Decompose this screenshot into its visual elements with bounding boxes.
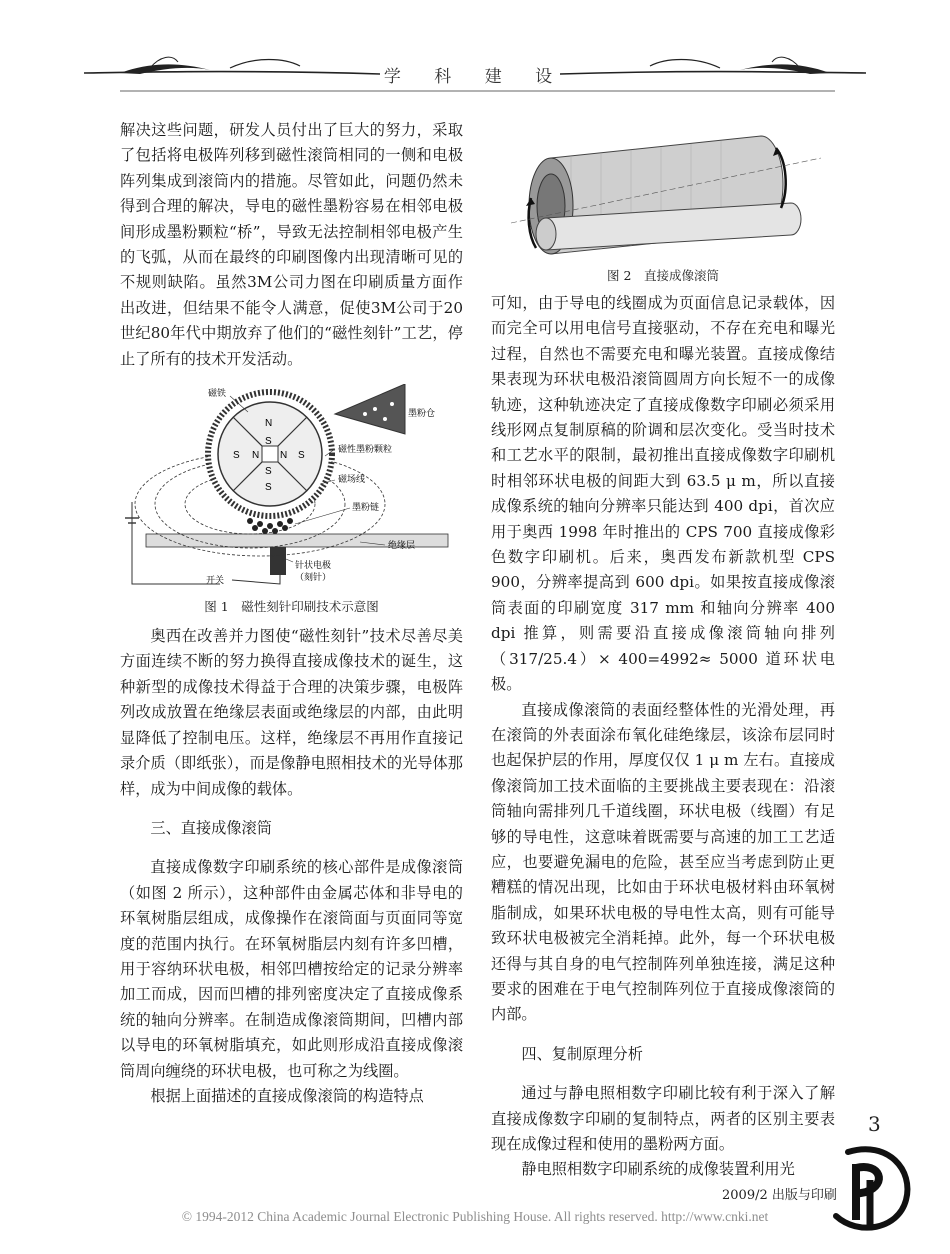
paragraph: 奥西在改善并力图使“磁性刻针”技术尽善尽美方面连续不断的努力换得直接成像技术的诞生，这种新型的成像技术得益于合理的决策步骤，电极阵列改成放置在绝缘层表面或绝缘层的内部，由此明显降低了控制电压。这样，绝缘层不再用作直接记录介质（即纸张），而是像静电照相技术的光导体那样，成为中间成像的载体。 <box>120 627 463 798</box>
pole-label: S <box>265 482 272 494</box>
paragraph: 可知，由于导电的线圈成为页面信息记录载体，因而完全可以用电信号直接驱动，不存在充电和曝光过程，自然也不需要充电和曝光装置。直接成像结果表现为环状电极沿滚筒圆周方向长短不一的成像轨迹，这种轨迹决定了直接成像数字印刷必须采用线形网点复制原稿的阶调和层次变化。受当时技术和工艺水平的限制，最初推出直接成像数字印刷机时相邻环状电极的间距大到 63.5 μ m，所以直接成像系统的轴向分辨率只能达到 400 dpi，首次应用于奥西 1998 年时推出的 CPS 700 直接成像彩色数字印刷机。后来，奥西发布新款机型 CPS 900，分辨率提高到 600 dpi。如果按直接成像滚筒表面的印刷宽度 317 mm 和轴向分辨率 400 dpi 推算，则需要沿直接成像滚筒轴向排列（317/25.4）× 400=4992≈ 5000 道环状电极。 <box>491 294 835 694</box>
section-title: 学 科 建 设 <box>383 67 567 87</box>
figure-2 <box>491 128 835 288</box>
pole-label: S <box>298 450 305 462</box>
pole-label: N <box>252 450 260 462</box>
right-column <box>491 291 835 1183</box>
magnetic-stylus-diagram <box>120 384 463 590</box>
label-toner-particles: 磁性墨粉颗粒 <box>338 445 393 456</box>
figure-2-caption: 图 2 直接成像滚筒 <box>607 268 719 283</box>
label-field-lines: 磁场线 <box>338 475 366 486</box>
header-ornament <box>0 0 950 110</box>
paragraph: 解决这些问题，研发人员付出了巨大的努力，采取了包括将电极阵列移到磁性滚筒相同的一侧和电极阵列集成到滚筒内的措施。尽管如此，问题仍然未得到合理的解决，导电的磁性墨粉容易在相邻电极间形成墨粉颗粒“桥”，导致无法控制相邻电极产生的飞弧，从而在最终的印刷图像内出现清晰可见的不规则缺陷。虽然3M公司力图在印刷质量方面作出改进，但结果不能令人满意，促使3M公司于20世纪80年代中期放弃了他们的“磁性刻针”工艺，停止了所有的技术开发活动。 <box>120 121 463 368</box>
label-switch: 开关 <box>206 576 225 587</box>
section-heading: 三、直接成像滚筒 <box>150 818 272 837</box>
section-heading: 四、复制原理分析 <box>521 1044 643 1063</box>
left-column <box>120 118 463 1109</box>
issue-info: 2009/2 出版与印刷 <box>722 1188 837 1203</box>
label-magnet: 磁铁 <box>208 389 227 400</box>
label-needle-sub: （刻针） <box>295 573 332 584</box>
imaging-drum-illustration <box>491 128 835 268</box>
pole-label: S <box>265 436 272 448</box>
page-header <box>0 0 950 110</box>
label-toner-bin: 墨粉仓 <box>408 409 436 420</box>
pole-label: S <box>233 450 240 462</box>
paragraph: 直接成像滚筒的表面经整体性的光滑处理，再在滚筒的外表面涂布氧化硅绝缘层，该涂布层同时也起保护层的作用，厚度仅仅 1 μ m 左右。直接成像滚筒加工技术面临的主要挑战主要表现在：沿滚筒轴向需排列几千道线圈，环状电极（线圈）有足够的导电性，这意味着既需要与高速的加工工艺适应，也要避免漏电的危险，甚至应当考虑到防止更糟糕的情况出现，比如由于环状电极材料由环氧树脂制成，如果环状电极的导电性太高，则有可能导致环状电极被完全消耗掉。此外，每一个环状电极还得与其自身的电气控制阵列单独连接，满足这种要求的困难在于电气控制阵列位于直接成像滚筒的内部。 <box>491 700 835 1024</box>
figure-1-caption: 图 1 磁性刻针印刷技术示意图 <box>204 599 379 615</box>
pole-label: N <box>265 418 273 430</box>
paragraph: 静电照相数字印刷系统的成像装置利用光 <box>521 1160 795 1179</box>
label-needle-electrode: 针状电极 <box>295 561 332 572</box>
figure-1 <box>120 384 463 616</box>
page-number: 3 <box>868 1112 881 1136</box>
paragraph: 直接成像数字印刷系统的核心部件是成像滚筒（如图 2 所示），这种部件由金属芯体和非导电的环氧树脂层组成，成像操作在滚筒面与页面同等宽度的范围内执行。在环氧树脂层内刻有许多凹槽，用于容纳环状电极，相邻凹槽按给定的记录分辨率加工而成，因而凹槽的排列密度决定了直接成像系统的轴向分辨率。在制造成像滚筒期间，凹槽内部以导电的环氧树脂填充，如此则形成沿直接成像滚筒周向缠绕的环状电极，也可称之为线圈。 <box>120 858 463 1080</box>
label-toner-chain: 墨粉链 <box>352 503 380 514</box>
label-insulation: 绝缘层 <box>388 541 416 552</box>
pole-label: N <box>280 450 288 462</box>
copyright-notice: © 1994-2012 China Academic Journal Electronic Publishing House. All rights reserved. http://www.cnki.net <box>181 1209 769 1224</box>
paragraph: 通过与静电照相数字印刷比较有利于深入了解直接成像数字印刷的复制特点，两者的区别主要表现在成像过程和使用的墨粉两方面。 <box>491 1084 835 1153</box>
pole-label: S <box>265 466 272 478</box>
paragraph: 根据上面描述的直接成像滚筒的构造特点 <box>150 1086 424 1105</box>
